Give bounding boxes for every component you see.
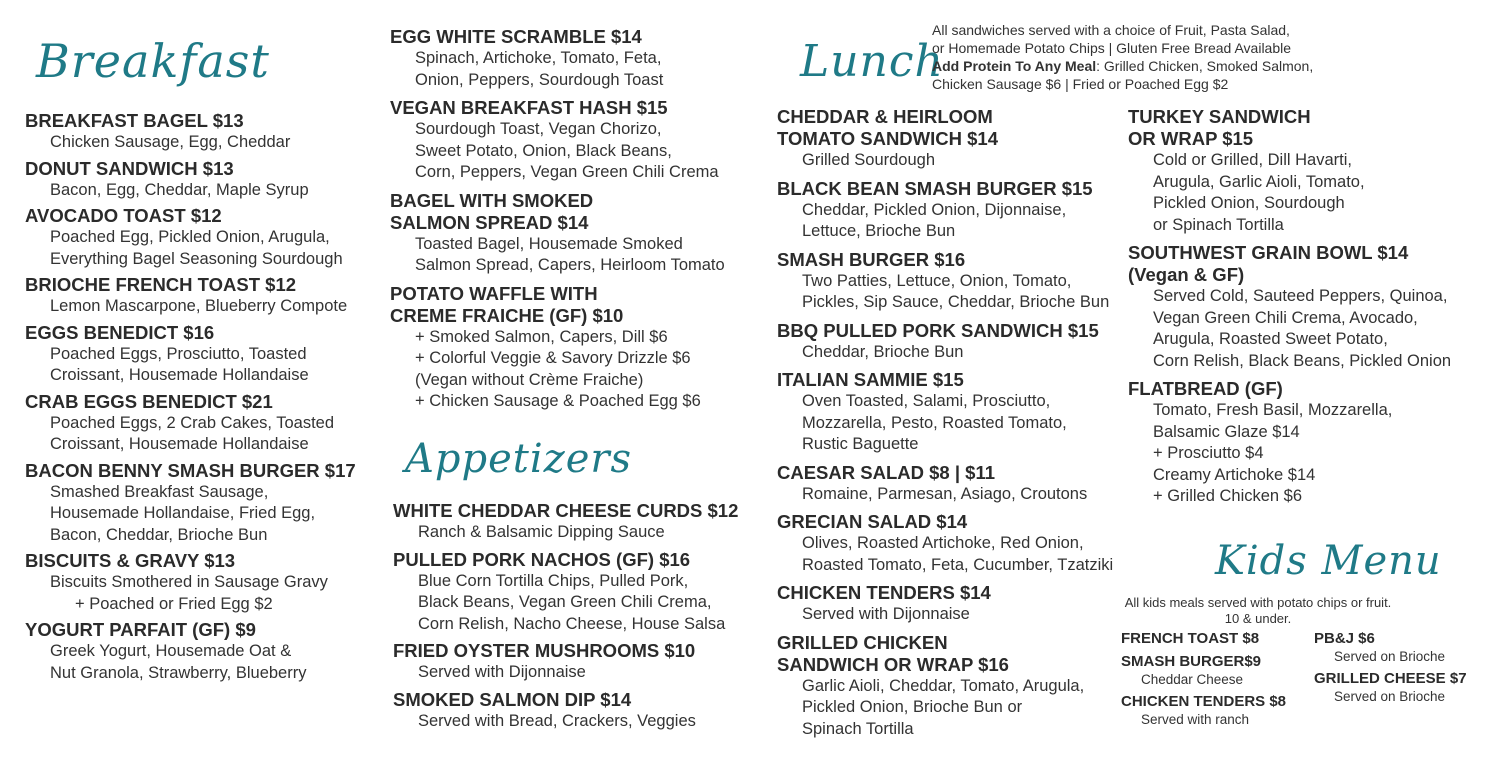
item-name: SMASH BURGER $16 <box>777 248 966 270</box>
item-description: Pickled Onion, Brioche Bun or <box>802 698 1023 716</box>
kids-item-name: PB&J $6 <box>1314 630 1375 647</box>
menu-item <box>25 322 356 387</box>
item-name: CAESAR SALAD $8 | $11 <box>777 461 995 483</box>
item-name: (Vegan & GF) <box>1128 264 1245 285</box>
item-name: BLACK BEAN SMASH BURGER $15 <box>777 177 1093 199</box>
item-name: AVOCADO TOAST $12 <box>25 205 222 226</box>
item-description: Spinach, Artichoke, Tomato, Feta, <box>415 49 662 67</box>
breakfast-column <box>25 110 356 688</box>
item-name: GRILLED CHICKEN <box>777 631 948 653</box>
item-description: Vegan Green Chili Crema, Avocado, <box>1153 308 1418 327</box>
kids-item-description: Served on Brioche <box>1334 649 1446 664</box>
menu-item <box>393 500 738 544</box>
menu-item <box>390 97 725 184</box>
kids-menu-heading: Kids Menu <box>1215 538 1442 584</box>
item-description: Mozzarella, Pesto, Roasted Tomato, <box>802 413 1067 432</box>
menu-item <box>25 391 356 456</box>
menu-item <box>390 190 725 277</box>
kids-item-description: Served on Brioche <box>1334 689 1446 704</box>
menu-item <box>25 619 356 684</box>
kids-item-name: CHICKEN TENDERS $8 <box>1121 693 1287 710</box>
item-description: Chicken Sausage, Egg, Cheddar <box>50 133 291 151</box>
menu-item <box>25 460 356 547</box>
item-name: CREME FRAICHE (GF) $10 <box>390 304 624 326</box>
lunch-heading: Lunch <box>800 36 944 87</box>
menu-item <box>1128 378 1451 508</box>
menu-item <box>1128 106 1451 236</box>
item-description: Rustic Baguette <box>802 435 919 453</box>
item-name: TOMATO SANDWICH $14 <box>777 128 998 149</box>
kids-item <box>1121 629 1286 648</box>
item-description: Grilled Sourdough <box>802 151 935 169</box>
item-description: Arugula, Roasted Sweet Potato, <box>1153 330 1388 348</box>
item-description: + Grilled Chicken $6 <box>1153 487 1303 505</box>
item-description: Lemon Mascarpone, Blueberry Compote <box>50 297 348 315</box>
item-description: Poached Egg, Pickled Onion, Arugula, <box>50 228 330 246</box>
item-description: Sweet Potato, Onion, Black Beans, <box>415 141 672 160</box>
protein-options: : Grilled Chicken, Smoked Salmon, <box>1096 58 1314 74</box>
item-description: Poached Eggs, Prosciutto, Toasted <box>50 344 307 363</box>
item-description: Oven Toasted, Salami, Prosciutto, <box>802 392 1051 410</box>
item-name: FRIED OYSTER MUSHROOMS $10 <box>393 640 696 661</box>
kids-item <box>1121 692 1286 728</box>
item-name: EGG WHITE SCRAMBLE $14 <box>390 26 642 47</box>
breakfast-heading: Breakfast <box>36 34 270 88</box>
item-description: Smashed Breakfast Sausage, <box>50 482 269 501</box>
menu-item <box>1128 242 1451 372</box>
menu-item <box>393 689 738 733</box>
item-description: Poached Eggs, 2 Crab Cakes, Toasted <box>50 413 335 432</box>
lunch-column-2 <box>1128 106 1451 514</box>
item-description: Black Beans, Vegan Green Chili Crema, <box>418 593 712 611</box>
kids-item-name: FRENCH TOAST $8 <box>1121 630 1260 647</box>
item-name: POTATO WAFFLE WITH <box>390 282 598 304</box>
menu-item <box>777 178 1113 243</box>
menu-item <box>777 511 1113 576</box>
item-description: Bacon, Egg, Cheddar, Maple Syrup <box>50 180 309 199</box>
item-name: BACON BENNY SMASH BURGER $17 <box>25 459 356 481</box>
menu-item <box>25 274 356 318</box>
lunch-note <box>932 21 1313 93</box>
item-description: Greek Yogurt, Housemade Oat & <box>50 642 292 660</box>
item-description: + Prosciutto $4 <box>1153 444 1264 462</box>
lunch-note-line3 <box>932 57 1313 75</box>
menu-item <box>777 462 1113 506</box>
item-name: SMOKED SALMON DIP $14 <box>393 688 632 710</box>
item-name: FLATBREAD (GF) <box>1128 378 1283 399</box>
item-name: GRECIAN SALAD $14 <box>777 511 968 532</box>
item-description: Served with Dijonnaise <box>802 605 970 623</box>
menu-item <box>25 158 356 202</box>
item-name: WHITE CHEDDAR CHEESE CURDS $12 <box>393 500 739 521</box>
kids-note-line2: 10 & under. <box>1224 611 1292 626</box>
appetizers-column <box>393 500 738 737</box>
kids-item-name: GRILLED CHEESE $7 <box>1314 670 1467 687</box>
item-name: ITALIAN SAMMIE $15 <box>777 369 964 390</box>
item-description: Bacon, Cheddar, Brioche Bun <box>50 525 268 544</box>
item-description: Spinach Tortilla <box>802 719 914 738</box>
item-description: + Colorful Veggie & Savory Drizzle $6 <box>415 349 691 367</box>
item-description: Onion, Peppers, Sourdough Toast <box>415 70 664 89</box>
item-description: Creamy Artichoke $14 <box>1153 465 1316 484</box>
item-name: YOGURT PARFAIT (GF) $9 <box>25 619 256 640</box>
item-description: Balsamic Glaze $14 <box>1153 422 1300 441</box>
breakfast-continued-column <box>390 26 725 419</box>
lunch-note-line1: All sandwiches served with a choice of Fruit, Pasta Salad, <box>932 22 1290 38</box>
item-name: EGGS BENEDICT $16 <box>25 321 215 343</box>
item-name: OR WRAP $15 <box>1128 128 1254 149</box>
item-description: Roasted Tomato, Feta, Cucumber, Tzatziki <box>802 555 1114 574</box>
kids-item-description: Served with ranch <box>1141 712 1250 727</box>
lunch-note-line2: or Homemade Potato Chips | Gluten Free Bread Available <box>932 40 1292 56</box>
menu-item <box>390 26 725 91</box>
lunch-note-line4: Chicken Sausage $6 | Fried or Poached Egg $2 <box>932 76 1229 92</box>
item-description: Sourdough Toast, Vegan Chorizo, <box>415 120 662 138</box>
protein-label: Add Protein To Any Meal <box>932 58 1097 74</box>
item-name: SALMON SPREAD $14 <box>390 211 589 233</box>
item-description: + Chicken Sausage & Poached Egg $6 <box>415 392 701 410</box>
kids-item <box>1121 652 1286 688</box>
appetizers-heading: Appetizers <box>405 436 633 482</box>
item-description: Served with Dijonnaise <box>418 663 586 681</box>
item-name: BISCUITS & GRAVY $13 <box>25 550 236 571</box>
menu-item <box>777 320 1113 364</box>
item-description: Served Cold, Sauteed Peppers, Quinoa, <box>1153 287 1448 305</box>
item-description: or Spinach Tortilla <box>1153 215 1284 234</box>
item-description: Biscuits Smothered in Sausage Gravy <box>50 573 328 591</box>
item-description: Corn Relish, Black Beans, Pickled Onion <box>1153 351 1452 370</box>
item-description: Garlic Aioli, Cheddar, Tomato, Arugula, <box>802 676 1085 695</box>
menu-item <box>25 110 356 154</box>
item-description: Pickles, Sip Sauce, Cheddar, Brioche Bun <box>802 293 1110 311</box>
kids-note-line1: All kids meals served with potato chips or fruit. <box>1124 595 1392 610</box>
item-name: CHEDDAR & HEIRLOOM <box>777 106 993 127</box>
item-name: SOUTHWEST GRAIN BOWL $14 <box>1128 242 1409 263</box>
item-description: Lettuce, Brioche Bun <box>802 222 956 240</box>
item-description: Cold or Grilled, Dill Havarti, <box>1153 151 1352 169</box>
item-description: Olives, Roasted Artichoke, Red Onion, <box>802 534 1084 552</box>
item-description: Everything Bagel Seasoning Sourdough <box>50 249 343 268</box>
item-description: Croissant, Housemade Hollandaise <box>50 366 309 384</box>
item-description: Ranch & Balsamic Dipping Sauce <box>418 523 665 541</box>
item-description: Cheddar, Pickled Onion, Dijonnaise, <box>802 200 1067 219</box>
item-description: Served with Bread, Crackers, Veggies <box>418 711 696 730</box>
item-description: Croissant, Housemade Hollandaise <box>50 435 309 453</box>
item-name: CRAB EGGS BENEDICT $21 <box>25 390 273 412</box>
kids-item <box>1314 629 1467 665</box>
menu-item <box>777 106 1113 172</box>
item-description: Nut Granola, Strawberry, Blueberry <box>50 663 307 682</box>
item-name: TURKEY SANDWICH <box>1128 106 1311 127</box>
item-description: Arugula, Garlic Aioli, Tomato, <box>1153 172 1365 191</box>
item-description: Pickled Onion, Sourdough <box>1153 194 1345 212</box>
item-description: Corn, Peppers, Vegan Green Chili Crema <box>415 163 719 181</box>
menu-item <box>25 205 356 270</box>
item-description: Two Patties, Lettuce, Onion, Tomato, <box>802 271 1072 290</box>
item-name: CHICKEN TENDERS $14 <box>777 582 991 603</box>
kids-item-name: SMASH BURGER$9 <box>1121 653 1262 670</box>
menu-item <box>393 549 738 636</box>
kids-column-left <box>1121 629 1286 732</box>
item-description: Salmon Spread, Capers, Heirloom Tomato <box>415 256 725 274</box>
item-name: VEGAN BREAKFAST HASH $15 <box>390 97 668 118</box>
menu-item <box>777 249 1113 314</box>
menu-item <box>25 550 356 615</box>
item-name: SANDWICH OR WRAP $16 <box>777 653 1009 675</box>
item-name: DONUT SANDWICH $13 <box>25 157 234 179</box>
item-description: Cheddar, Brioche Bun <box>802 342 964 361</box>
item-name: BAGEL WITH SMOKED <box>390 189 594 211</box>
item-description: Corn Relish, Nacho Cheese, House Salsa <box>418 614 726 633</box>
item-description: Romaine, Parmesan, Asiago, Croutons <box>802 484 1088 503</box>
kids-column-right <box>1314 629 1467 709</box>
item-addon: + Poached or Fried Egg $2 <box>75 594 273 613</box>
item-description: + Smoked Salmon, Capers, Dill $6 <box>415 327 668 346</box>
lunch-column-1 <box>777 106 1113 746</box>
kids-item <box>1314 669 1467 705</box>
menu-item <box>777 369 1113 456</box>
item-description: Housemade Hollandaise, Fried Egg, <box>50 504 316 522</box>
item-description: Blue Corn Tortilla Chips, Pulled Pork, <box>418 571 689 590</box>
kids-note <box>1118 595 1398 627</box>
item-description: (Vegan without Crème Fraiche) <box>415 370 644 389</box>
item-name: BREAKFAST BAGEL $13 <box>25 110 244 131</box>
menu-item <box>393 640 738 684</box>
item-description: Tomato, Fresh Basil, Mozzarella, <box>1153 401 1393 419</box>
item-name: BRIOCHE FRENCH TOAST $12 <box>25 274 297 295</box>
menu-item <box>777 632 1113 741</box>
item-name: BBQ PULLED PORK SANDWICH $15 <box>777 319 1099 341</box>
kids-item-description: Cheddar Cheese <box>1141 672 1244 687</box>
item-description: Toasted Bagel, Housemade Smoked <box>415 234 683 253</box>
menu-item <box>390 283 725 413</box>
item-name: PULLED PORK NACHOS (GF) $16 <box>393 548 691 570</box>
menu-item <box>777 582 1113 626</box>
